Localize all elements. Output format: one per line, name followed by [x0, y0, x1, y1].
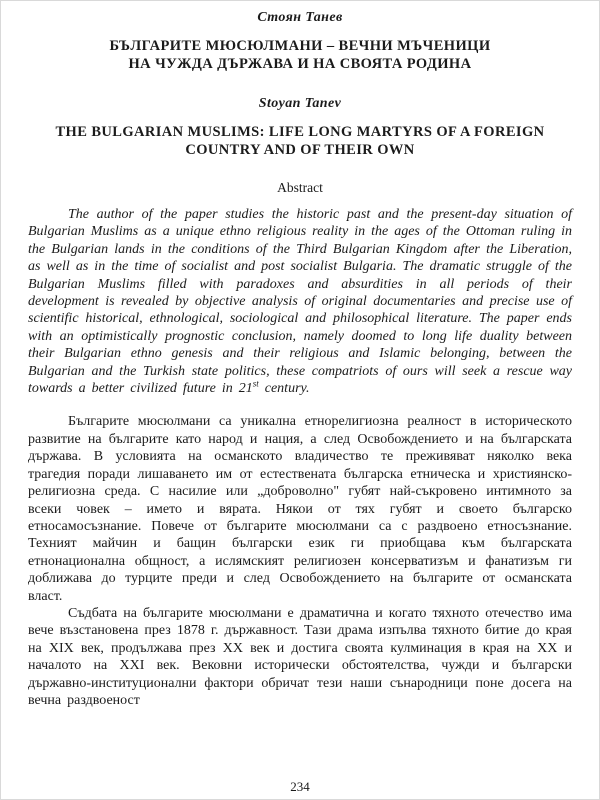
title-bulgarian [68, 38, 532, 73]
page-number: 234 [290, 779, 310, 794]
title-english-line-2: COUNTRY AND OF THEIR OWN [185, 141, 415, 158]
author-name-bulgarian: Стоян Танев [257, 10, 343, 25]
body-paragraph-1: Българите мюсюлмани са уникална етнорелигиозна реалност в историческото развитие на българите като народ и нация, а след Освобождението и на българската държава. В условията на османското владичество те преживяват няколко века трагедия поради лишаването им от естествената българска етническа и християнско-религиозна среда. С насилие или „доброволно" губят най-съкровено интимното за всеки човек – името и вярата. Някои от тях губят и своето българско етносамосъзнание. Повече от българите мюсюлмани са с раздвоено етносъзнание. Техният майчин и бащин български език ги приобщава към българската етнонационална общност, а ислямският религиозен консерватизъм и фанатизъм ги доближава до турците преди и след Освобождението на българите от османската власт. [28, 414, 572, 604]
title-english [28, 124, 572, 159]
title-english-line-1: THE BULGARIAN MUSLIMS: LIFE LONG MARTYRS OF A FOREIGN [55, 124, 545, 140]
title-bulgarian-line-1: БЪЛГАРИТЕ МЮСЮЛМАНИ – ВЕЧНИ МЪЧЕНИЦИ [109, 38, 491, 54]
author-name-english: Stoyan Tanev [258, 96, 342, 111]
abstract-heading: Abstract [277, 180, 323, 195]
superscript-st: st [252, 378, 259, 389]
abstract-tail: century. [258, 381, 310, 397]
title-bulgarian-line-2: НА ЧУЖДА ДЪРЖАВА И НА СВОЯТА РОДИНА [128, 55, 472, 72]
abstract-text [28, 206, 572, 397]
body-paragraph-2: Съдбата на българите мюсюлмани е драматична и когато тяхното отечество има вече възстановена през 1878 г. държавност. Тази драма изпълва тяхното битие до края на XIX век, продължава през XX век и достига своята кулминация в края на XX и началото на XXI век. Вековни исторически обстоятелства, чужди и български държавно-институционални фактори обричат тези наши сънародници поне досега на вечна раздвоеност [28, 605, 572, 708]
abstract-body: The author of the paper studies the historic past and the present-day situation of Bulgarian Muslims as a unique ethno religious reality in the ages of the Ottoman ruling in the Bulgarian lands in the conditions of the Third Bulgarian Kingdom after the Liberation, as well as in the time of socialist and post socialist Bulgaria. The dramatic struggle of the Bulgarian Muslims filled with paradoxes and absurdities in all periods of their development is revealed by objective analysis of original documentaries and precise use of scientific historical, ethnological, sociological and philosophical literature. The paper ends with an optimistically prognostic conclusion, namely doomed to long life duality between their Bulgarian ethno genesis and their religious and Islamic belonging, between the Bulgarian and the Turkish state politics, these compatriots of ours will seek a rescue way towards a better civilized future in 21 [28, 207, 572, 397]
